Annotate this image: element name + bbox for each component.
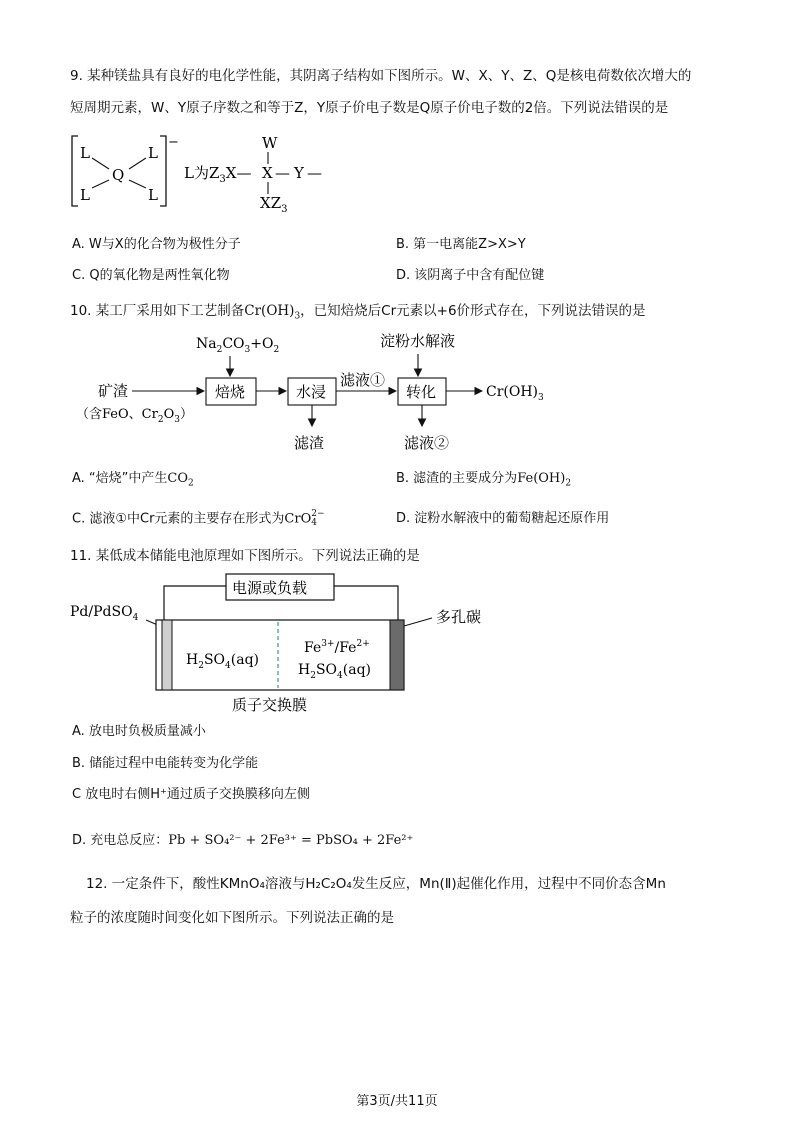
q9-option-a[interactable]: A. W与X的化合物为极性分子 [72,237,241,252]
filtrate1-label: 滤液① [340,371,386,389]
membrane-label: 质子交换膜 [232,696,308,714]
q9-option-b[interactable]: B. 第一电离能Z>X>Y [396,237,526,252]
box-roasting-label: 焙烧 [215,383,246,401]
q11-stem: 11. 某低成本储能电池原理如下图所示。下列说法正确的是 [70,548,420,564]
right-electrode-label: 多孔碳 [436,608,482,626]
box-conversion-label: 转化 [406,383,437,401]
svg-text:—: — [307,164,322,182]
q11-option-b[interactable]: B. 储能过程中电能转变为化学能 [72,756,259,771]
product-croh3: $Cr(OH)_3$ [486,384,544,403]
q10-flowchart [70,326,590,462]
ligand-L-bottomleft: L [80,186,90,204]
feed-slag: 矿渣 [98,382,129,400]
q10-option-d[interactable]: D. 淀粉水解液中的葡萄糖起还原作用 [396,511,610,526]
left-bracket [72,136,78,206]
q10-option-b[interactable]: B. 滤渣的主要成分为$Fe(OH)_2$ [396,471,572,489]
residue-label: 滤渣 [294,434,325,452]
right-bracket [160,136,166,206]
reagent-starch-hydrolysate: 淀粉水解液 [380,332,456,350]
L-definition: L为$Z_3X—$ [184,164,252,185]
left-solution: $H_2SO_4(aq)$ [186,652,259,671]
q10-option-c[interactable]: C. 滤液①中Cr元素的主要存在形式为CrO 2− 4 [72,509,325,528]
q12-stem-line2: 粒子的浓度随时间变化如下图所示。下列说法正确的是 [70,910,394,926]
right-solution: $H_2SO_4(aq)$ [298,662,371,681]
q9-option-c[interactable]: C. Q的氧化物是两性氧化物 [72,268,230,283]
q11-option-a[interactable]: A. 放电时负极质量减小 [72,724,206,739]
ligand-L-topleft: L [80,144,90,162]
q11-battery-diagram [70,566,510,716]
q10-stem: 10. 某工厂采用如下工艺制备$Cr(OH)_3$，已知焙烧后Cr元素以+6价形式存在，下列说法错误的是 [70,303,646,322]
ligand-L-bottomright: L [148,186,158,204]
q10-option-a[interactable]: A. “焙烧”中产生$CO_2$ [72,471,194,489]
right-electrode [390,620,404,690]
atom-Y: Y [294,164,304,182]
q11-option-d[interactable]: D. 充电总反应：Pb + SO₄²⁻ + 2Fe³⁺ = PbSO₄ + 2Fe²⁺ [72,833,414,848]
reagent-na2co3-o2: $Na_2CO_3+O_2$ [196,336,280,355]
power-or-load-label: 电源或负载 [232,579,308,597]
filtrate2-label: 滤液② [404,434,450,452]
box-water-leach-label: 水浸 [296,383,327,401]
atom-W: W [262,134,278,152]
q11-option-c[interactable]: C 放电时右侧H⁺通过质子交换膜移向左侧 [72,787,310,802]
q9-option-d[interactable]: D. 该阴离子中含有配位键 [396,268,545,283]
left-electrode [162,620,172,690]
group-XZ3: $XZ_3$ [260,194,288,215]
q9-stem-line1: 9. 某种镁盐具有良好的电化学性能，其阴离子结构如下图所示。W、X、Y、Z、Q是核电荷数依次增大的 [70,68,692,84]
feed-composition: （含FeO、$Cr_2O_3$） [76,407,193,425]
q9-stem-line2: 短周期元素，W、Y原子序数之和等于Z，Y原子价电子数是Q原子价电子数的2倍。下列说法错误的是 [70,100,669,116]
atom-X-center: X [262,164,273,182]
q12-stem-line1: 12. 一定条件下，酸性KMnO₄溶液与H₂C₂O₄发生反应，Mn(Ⅱ)起催化作用，过程中不同价态含Mn [86,876,666,892]
ligand-L-topright: L [148,144,158,162]
svg-text:—: — [275,164,290,182]
charge-sign: − [168,135,179,150]
left-electrode-label: Pd/PdSO$_4$ [70,604,139,623]
center-Q: Q [112,166,125,184]
q9-anion-structure [60,128,360,218]
right-ions: $Fe^{3+}/Fe^{2+}$ [304,639,370,656]
page-footer: 第3页/共11页 [356,1094,438,1109]
